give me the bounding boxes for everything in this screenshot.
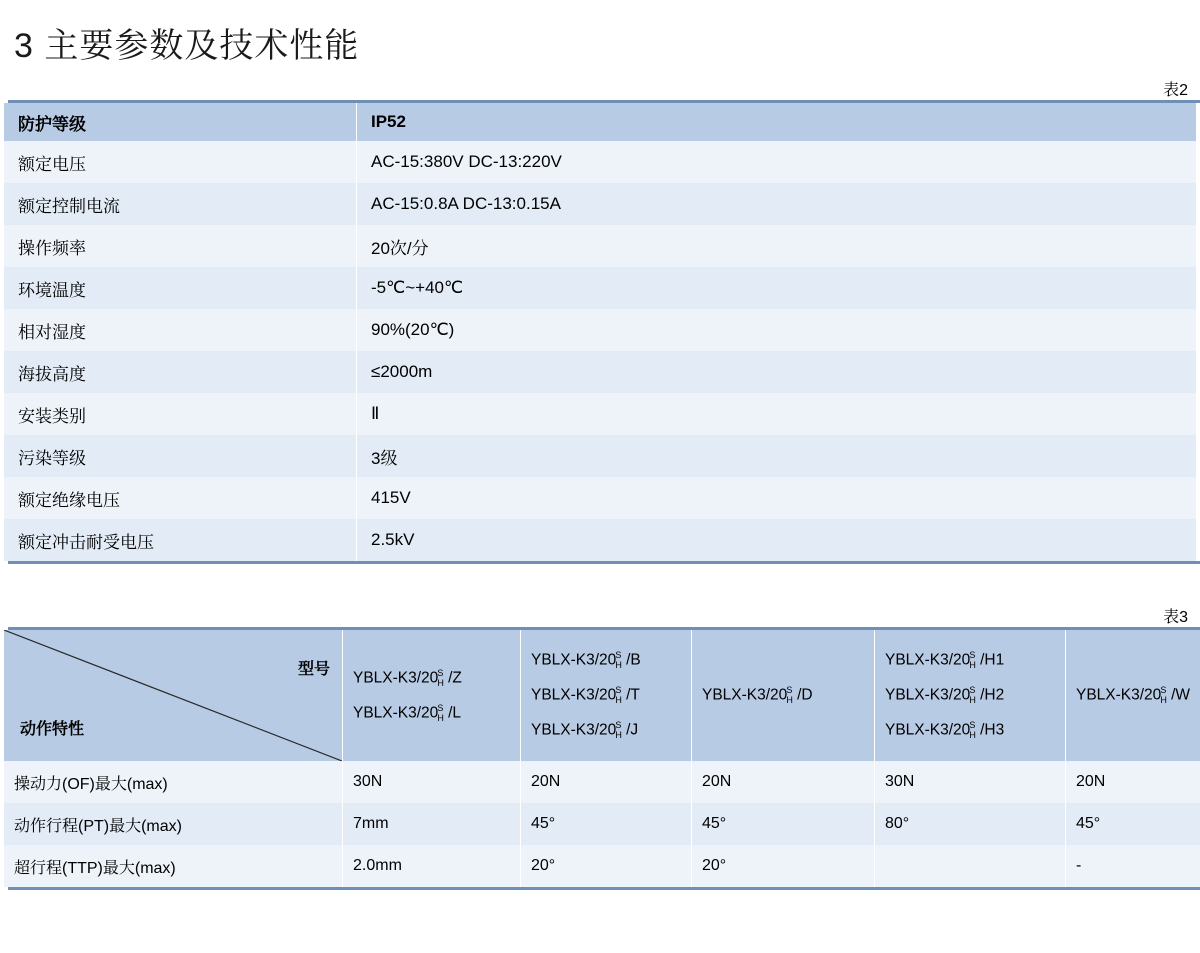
model-subscript: H: [969, 660, 976, 670]
table3-cell: 20°: [521, 845, 692, 887]
table3-cell: 2.0mm: [343, 845, 521, 887]
table2: [4, 103, 1196, 561]
table-row: [4, 803, 1200, 845]
model-sh-marker: [1160, 686, 1167, 705]
model-superscript: S: [1160, 685, 1167, 695]
model-suffix: /H1: [975, 651, 1005, 669]
table3-cell: 20N: [692, 761, 875, 803]
model-superscript: S: [786, 685, 793, 695]
table3-cell: 45°: [692, 803, 875, 845]
table-row: [4, 225, 1196, 267]
table2-bottom-rule: [8, 561, 1200, 564]
model-suffix: /D: [792, 686, 813, 704]
model-sh-marker: [437, 669, 444, 688]
table3-bottom-rule: [8, 887, 1200, 890]
table2-row-label: 额定控制电流: [4, 183, 357, 225]
table2-row-label: 额定电压: [4, 141, 357, 183]
table3-body: [4, 630, 1200, 887]
table2-body: [4, 103, 1196, 561]
table2-row-value: ≤2000m: [371, 362, 433, 381]
table2-row-label: 环境温度: [4, 267, 357, 309]
table2-row-label: 额定冲击耐受电压: [4, 519, 357, 561]
model-list: [702, 630, 874, 761]
table2-header-row: [4, 103, 1196, 141]
table3-header-row: [4, 630, 1200, 761]
model-name: [353, 669, 520, 688]
table3-row-label: 动作行程(PT)最大(max): [4, 803, 343, 845]
table3-corner-bottom-label: 动作特性: [20, 721, 85, 738]
model-name: [885, 651, 1065, 670]
table2-section: [0, 77, 1200, 564]
model-subscript: H: [786, 695, 793, 705]
model-suffix: /T: [621, 686, 640, 704]
table-row: [4, 141, 1196, 183]
table-row: [4, 393, 1196, 435]
model-prefix: YBLX-K3/20: [353, 669, 439, 687]
table2-row-label: 污染等级: [4, 435, 357, 477]
table-row: [4, 309, 1196, 351]
table2-caption: 表2: [1163, 82, 1188, 99]
model-sh-marker: [969, 686, 976, 705]
model-subscript: H: [437, 677, 444, 688]
table3-row-label: 操动力(OF)最大(max): [4, 761, 343, 803]
table3-column-header-4: [875, 630, 1066, 761]
table2-header-value: IP52: [371, 112, 406, 131]
table2-row-value: AC-15:380V DC-13:220V: [371, 152, 562, 171]
model-subscript: H: [615, 695, 622, 705]
model-prefix: YBLX-K3/20: [531, 651, 617, 669]
table3-section: [0, 604, 1200, 890]
model-subscript: H: [437, 712, 444, 723]
table3-cell: 80°: [875, 803, 1066, 845]
table2-header-label: 防护等级: [4, 103, 357, 141]
table-row: [4, 845, 1200, 887]
table2-row-label: 海拔高度: [4, 351, 357, 393]
table3-column-header-5: [1066, 630, 1200, 761]
model-suffix: /J: [621, 721, 639, 739]
table3-cell: 45°: [1076, 815, 1101, 832]
model-list: [885, 630, 1065, 761]
table2-row-label: 额定绝缘电压: [4, 477, 357, 519]
diagonal-divider-icon: [4, 630, 342, 761]
model-superscript: S: [969, 650, 976, 660]
page-title: 3 主要参数及技术性能: [14, 27, 360, 65]
table3-cell: 30N: [343, 761, 521, 803]
model-superscript: S: [437, 667, 444, 678]
model-prefix: YBLX-K3/20: [885, 721, 971, 739]
model-prefix: YBLX-K3/20: [702, 686, 788, 704]
model-name: [885, 686, 1065, 705]
model-suffix: /B: [621, 651, 641, 669]
model-prefix: YBLX-K3/20: [1076, 686, 1162, 704]
table2-row-value: 415V: [371, 488, 411, 507]
table3-cell: 20°: [692, 845, 875, 887]
model-superscript: S: [437, 702, 444, 713]
table2-row-value: AC-15:0.8A DC-13:0.15A: [371, 194, 561, 213]
table3-cell: 20N: [521, 761, 692, 803]
model-superscript: S: [969, 720, 976, 730]
model-sh-marker: [615, 721, 622, 740]
model-superscript: S: [969, 685, 976, 695]
model-prefix: YBLX-K3/20: [885, 686, 971, 704]
table3-cell: -: [1076, 857, 1082, 874]
model-name: [353, 704, 520, 723]
table3-column-header-3: [692, 630, 875, 761]
table-row: [4, 267, 1196, 309]
table3-corner-top-label: 型号: [297, 661, 330, 678]
model-suffix: /L: [443, 704, 462, 722]
table2-row-label: 操作频率: [4, 225, 357, 267]
model-suffix: /Z: [443, 669, 462, 687]
table3-corner-cell: [4, 630, 343, 761]
table2-row-value: 90%(20℃): [371, 320, 455, 339]
model-subscript: H: [615, 730, 622, 740]
model-prefix: YBLX-K3/20: [885, 651, 971, 669]
table3-cell: 45°: [521, 803, 692, 845]
model-name: [885, 721, 1065, 740]
table-row: [4, 477, 1196, 519]
table3-cell: 7mm: [343, 803, 521, 845]
table3-cell: 20N: [1076, 773, 1106, 790]
model-subscript: H: [615, 660, 622, 670]
table-row: [4, 351, 1196, 393]
table2-row-value: 3级: [371, 448, 398, 468]
table3: [4, 630, 1200, 887]
model-sh-marker: [437, 704, 444, 723]
model-subscript: H: [969, 695, 976, 705]
table-row: [4, 761, 1200, 803]
table3-column-header-2: [521, 630, 692, 761]
model-name: [531, 721, 691, 740]
table-row: [4, 435, 1196, 477]
table3-cell: 30N: [875, 761, 1066, 803]
model-name: [1076, 686, 1190, 705]
model-prefix: YBLX-K3/20: [353, 704, 439, 722]
model-name: [531, 686, 691, 705]
model-sh-marker: [615, 651, 622, 670]
table3-column-header-1: [343, 630, 521, 761]
table2-row-label: 相对湿度: [4, 309, 357, 351]
model-sh-marker: [786, 686, 793, 705]
model-list: [531, 630, 691, 761]
model-prefix: YBLX-K3/20: [531, 721, 617, 739]
model-name: [531, 651, 691, 670]
model-subscript: H: [1160, 695, 1167, 705]
table2-row-value: 20次/分: [371, 238, 429, 258]
table2-row-value: -5℃~+40℃: [371, 278, 464, 297]
model-name: [702, 686, 813, 705]
model-list: [1076, 630, 1200, 761]
table2-row-value: 2.5kV: [371, 530, 415, 549]
model-list: [353, 630, 520, 761]
table-row: [4, 519, 1196, 561]
table2-row-value: Ⅱ: [371, 404, 380, 423]
model-superscript: S: [615, 685, 622, 695]
model-prefix: YBLX-K3/20: [531, 686, 617, 704]
table3-caption: 表3: [1163, 609, 1188, 626]
table2-row-label: 安装类别: [4, 393, 357, 435]
model-superscript: S: [615, 720, 622, 730]
model-suffix: /H2: [975, 686, 1005, 704]
table-row: [4, 183, 1196, 225]
model-suffix: /H3: [975, 721, 1005, 739]
model-sh-marker: [969, 651, 976, 670]
model-superscript: S: [615, 650, 622, 660]
model-suffix: /W: [1166, 686, 1191, 704]
table3-cell: [875, 845, 1066, 887]
model-sh-marker: [969, 721, 976, 740]
table3-row-label: 超行程(TTP)最大(max): [4, 845, 343, 887]
model-subscript: H: [969, 730, 976, 740]
model-sh-marker: [615, 686, 622, 705]
